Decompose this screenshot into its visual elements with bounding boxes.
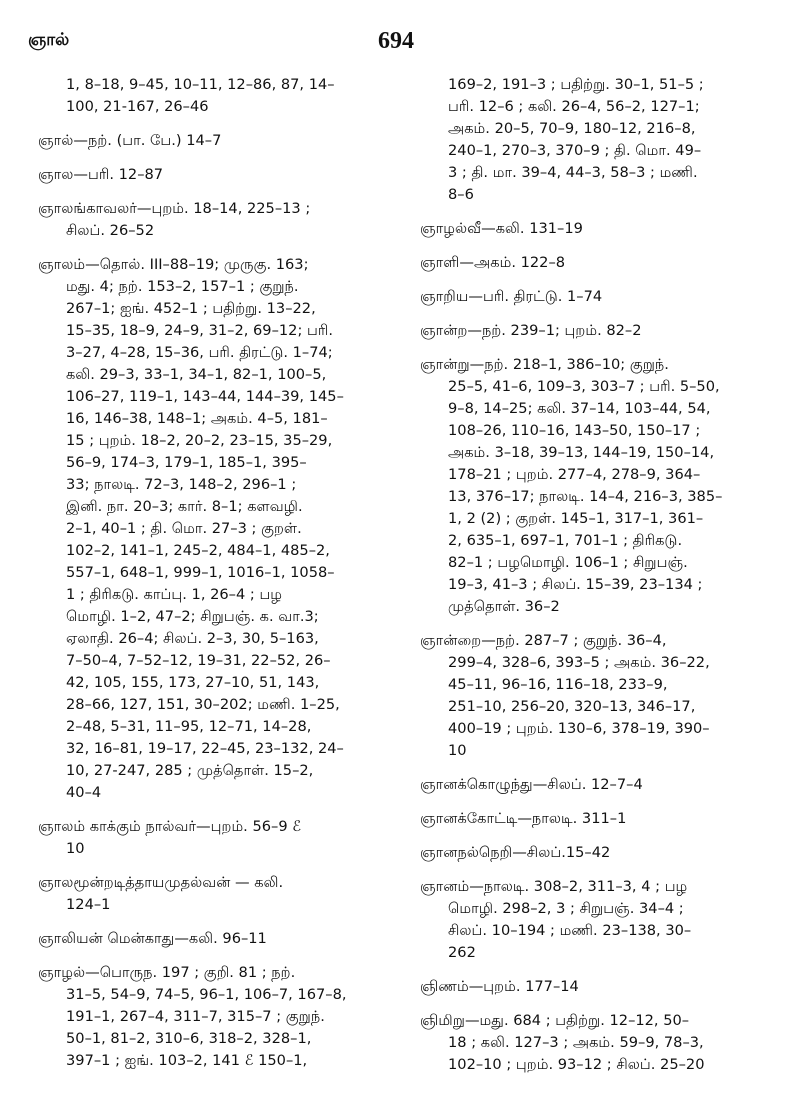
entry-continuation-line: 33; நாலடி. 72–3, 148–2, 296–1 ; xyxy=(66,476,297,493)
entry-headword-line: ஞானக்கொழுந்து—சிலப். 12–7–4 xyxy=(420,776,643,793)
entry-continuation-line: 42, 105, 155, 173, 27–10, 51, 143, xyxy=(66,674,320,691)
entry-headword-line: ஞாழல்வீ—கலி. 131–19 xyxy=(420,220,583,237)
entry-continuation-line: 251–10, 256–20, 320–13, 346–17, xyxy=(448,698,696,715)
entry-continuation-line: 10 xyxy=(448,742,467,759)
entry-continuation-line: 10 xyxy=(66,840,85,857)
index-entry xyxy=(38,164,400,186)
index-entry xyxy=(420,976,782,998)
entry-headword-line: ஞானம்—நாலடி. 308–2, 311–3, 4 ; பழ xyxy=(420,878,688,895)
index-entry xyxy=(420,320,782,342)
entry-continuation-line: 15–35, 18–9, 24–9, 31–2, 69–12; பரி. xyxy=(66,322,333,339)
entry-continuation-line: 7–50–4, 7–52–12, 19–31, 22–52, 26– xyxy=(66,652,331,669)
entry-continuation-line: 9–8, 14–25; கலி. 37–14, 103–44, 54, xyxy=(448,400,711,417)
index-entry xyxy=(38,962,400,1072)
entry-continuation-line: அகம். 20–5, 70–9, 180–12, 216–8, xyxy=(448,120,696,137)
entry-continuation-line: 2–48, 5–31, 11–95, 12–71, 14–28, xyxy=(66,718,312,735)
entry-headword-line: ஞானக்கோட்டி—நாலடி. 311–1 xyxy=(420,810,627,827)
running-head: ஞால் xyxy=(28,30,70,50)
entry-continuation-line: 102–10 ; புறம். 93–12 ; சிலப். 25–20 xyxy=(448,1056,705,1073)
entry-headword-line: ஞாறிய—பரி. திரட்டு. 1–74 xyxy=(420,288,603,305)
entry-headword-line: ஞாலியன் மென்காது—கலி. 96–11 xyxy=(38,930,267,947)
index-entry xyxy=(420,354,782,618)
entry-continuation-line: மது. 4; நற். 153–2, 157–1 ; குறுந். xyxy=(66,278,299,295)
index-entry xyxy=(420,630,782,762)
index-entry xyxy=(38,198,400,242)
entry-continuation-line: 100, 21-167, 26–46 xyxy=(66,98,209,115)
entry-headword-line: ஞாலம் காக்கும் நால்வர்—புறம். 56–9 ℰ xyxy=(38,818,302,835)
entry-continuation-line: 18 ; கலி. 127–3 ; அகம். 59–9, 78–3, xyxy=(448,1034,704,1051)
entry-continuation-line: மொழி. 1–2, 47–2; சிறுபஞ். க. வா.3; xyxy=(66,608,319,625)
entry-continuation-line: பரி. 12–6 ; கலி. 26–4, 56–2, 127–1; xyxy=(448,98,700,115)
entry-continuation-line: 191–1, 267–4, 311–7, 315–7 ; குறுந். xyxy=(66,1008,325,1025)
entry-continuation-line: 169–2, 191–3 ; பதிற்று. 30–1, 51–5 ; xyxy=(448,76,704,93)
entry-continuation-line: அகம். 3–18, 39–13, 144–19, 150–14, xyxy=(448,444,715,461)
entry-continuation-line: 25–5, 41–6, 109–3, 303–7 ; பரி. 5–50, xyxy=(448,378,720,395)
index-entry xyxy=(420,74,782,206)
entry-continuation-line: 82–1 ; பழமொழி. 106–1 ; சிறுபஞ். xyxy=(448,554,688,571)
entry-continuation-line: 40–4 xyxy=(66,784,102,801)
entry-continuation-line: 2–1, 40–1 ; தி. மொ. 27–3 ; குறள். xyxy=(66,520,302,537)
index-entry xyxy=(38,816,400,860)
entry-continuation-line: 124–1 xyxy=(66,896,111,913)
entry-continuation-line: கலி. 29–3, 33–1, 34–1, 82–1, 100–5, xyxy=(66,366,327,383)
entry-headword-line: ஞால—பரி. 12–87 xyxy=(38,166,164,183)
entry-continuation-line: 108–26, 110–16, 143–50, 150–17 ; xyxy=(448,422,701,439)
entry-continuation-line: ஏலாதி. 26–4; சிலப். 2–3, 30, 5–163, xyxy=(66,630,319,647)
entry-headword-line: ஞிணம்—புறம். 177–14 xyxy=(420,978,579,995)
index-entry xyxy=(420,1010,782,1076)
left-column xyxy=(38,74,400,1084)
entry-continuation-line: 50–1, 81–2, 310–6, 318–2, 328–1, xyxy=(66,1030,312,1047)
entry-continuation-line: 31–5, 54–9, 74–5, 96–1, 106–7, 167–8, xyxy=(66,986,347,1003)
entry-headword-line: ஞாழல்—பொருந. 197 ; குறி. 81 ; நற். xyxy=(38,964,296,981)
index-entry xyxy=(420,286,782,308)
entry-continuation-line: இனி. நா. 20–3; கார். 8–1; களவழி. xyxy=(66,498,303,515)
index-entry xyxy=(420,876,782,964)
entry-headword-line: ஞாலமூன்றடித்தாயமுதல்வன் — கலி. xyxy=(38,874,284,891)
entry-continuation-line: மொழி. 298–2, 3 ; சிறுபஞ். 34–4 ; xyxy=(448,900,684,917)
index-entry xyxy=(38,872,400,916)
entry-continuation-line: 400–19 ; புறம். 130–6, 378–19, 390– xyxy=(448,720,710,737)
entry-continuation-line: 15 ; புறம். 18–2, 20–2, 23–15, 35–29, xyxy=(66,432,333,449)
entry-continuation-line: சிலப். 10–194 ; மணி. 23–138, 30– xyxy=(448,922,692,939)
entry-continuation-line: 8–6 xyxy=(448,186,474,203)
entry-continuation-line: 178–21 ; புறம். 277–4, 278–9, 364– xyxy=(448,466,701,483)
entry-continuation-line: 16, 146–38, 148–1; அகம். 4–5, 181– xyxy=(66,410,328,427)
index-entry xyxy=(420,252,782,274)
index-entry xyxy=(38,74,400,118)
entry-continuation-line: 1 ; திரிகடு. காப்பு. 1, 26–4 ; பழ xyxy=(66,586,283,603)
right-column xyxy=(420,74,782,1088)
entry-headword-line: ஞாலம்—தொல். III–88–19; முருகு. 163; xyxy=(38,256,309,273)
entry-continuation-line: 2, 635–1, 697–1, 701–1 ; திரிகடு. xyxy=(448,532,683,549)
entry-headword-line: ஞிமிறு—மது. 684 ; பதிற்று. 12–12, 50– xyxy=(420,1012,690,1029)
index-entry xyxy=(420,218,782,240)
entry-headword-line: ஞால்—நற். (பா. பே.) 14–7 xyxy=(38,132,222,149)
entry-continuation-line: 240–1, 270–3, 370–9 ; தி. மொ. 49– xyxy=(448,142,702,159)
entry-continuation-line: 13, 376–17; நாலடி. 14–4, 216–3, 385– xyxy=(448,488,723,505)
index-entry xyxy=(38,928,400,950)
entry-continuation-line: 45–11, 96–16, 116–18, 233–9, xyxy=(448,676,668,693)
entry-continuation-line: 397–1 ; ஐங். 103–2, 141 ℰ 150–1, xyxy=(66,1052,308,1069)
entry-continuation-line: 299–4, 328–6, 393–5 ; அகம். 36–22, xyxy=(448,654,710,671)
index-entry xyxy=(38,254,400,804)
entry-continuation-line: 3–27, 4–28, 15–36, பரி. திரட்டு. 1–74; xyxy=(66,344,333,361)
entry-continuation-line: 267–1; ஐங். 452–1 ; பதிற்று. 13–22, xyxy=(66,300,316,317)
entry-headword-line: ஞான்றை—நற். 287–7 ; குறுந். 36–4, xyxy=(420,632,667,649)
index-entry xyxy=(38,130,400,152)
entry-headword-line: ஞாலங்காவலர்—புறம். 18–14, 225–13 ; xyxy=(38,200,311,217)
entry-continuation-line: 262 xyxy=(448,944,476,961)
entry-headword-line: ஞான்று—நற். 218–1, 386–10; குறுந். xyxy=(420,356,669,373)
entry-continuation-line: 102–2, 141–1, 245–2, 484–1, 485–2, xyxy=(66,542,330,559)
entry-continuation-line: 32, 16–81, 19–17, 22–45, 23–132, 24– xyxy=(66,740,344,757)
entry-continuation-line: 1, 2 (2) ; குறள். 145–1, 317–1, 361– xyxy=(448,510,704,527)
entry-continuation-line: முத்தொள். 36–2 xyxy=(448,598,560,615)
entry-continuation-line: 28–66, 127, 151, 30–202; மணி. 1–25, xyxy=(66,696,340,713)
entry-continuation-line: 56–9, 174–3, 179–1, 185–1, 395– xyxy=(66,454,307,471)
entry-continuation-line: சிலப். 26–52 xyxy=(66,222,155,239)
entry-continuation-line: 3 ; தி. மா. 39–4, 44–3, 58–3 ; மணி. xyxy=(448,164,698,181)
index-entry xyxy=(420,842,782,864)
index-entry xyxy=(420,808,782,830)
entry-continuation-line: 10, 27-247, 285 ; முத்தொள். 15–2, xyxy=(66,762,314,779)
entry-headword-line: ஞானநல்நெறி—சிலப்.15–42 xyxy=(420,844,611,861)
entry-continuation-line: 106–27, 119–1, 143–44, 144–39, 145– xyxy=(66,388,344,405)
entry-continuation-line: 557–1, 648–1, 999–1, 1016–1, 1058– xyxy=(66,564,335,581)
entry-headword-line: ஞான்ற—நற். 239–1; புறம். 82–2 xyxy=(420,322,642,339)
index-entry xyxy=(420,774,782,796)
entry-headword-line: ஞாளி—அகம். 122–8 xyxy=(420,254,566,271)
entry-continuation-line: 1, 8–18, 9–45, 10–11, 12–86, 87, 14– xyxy=(66,76,335,93)
entry-continuation-line: 19–3, 41–3 ; சிலப். 15–39, 23–134 ; xyxy=(448,576,703,593)
page-number: 694 xyxy=(378,28,414,54)
